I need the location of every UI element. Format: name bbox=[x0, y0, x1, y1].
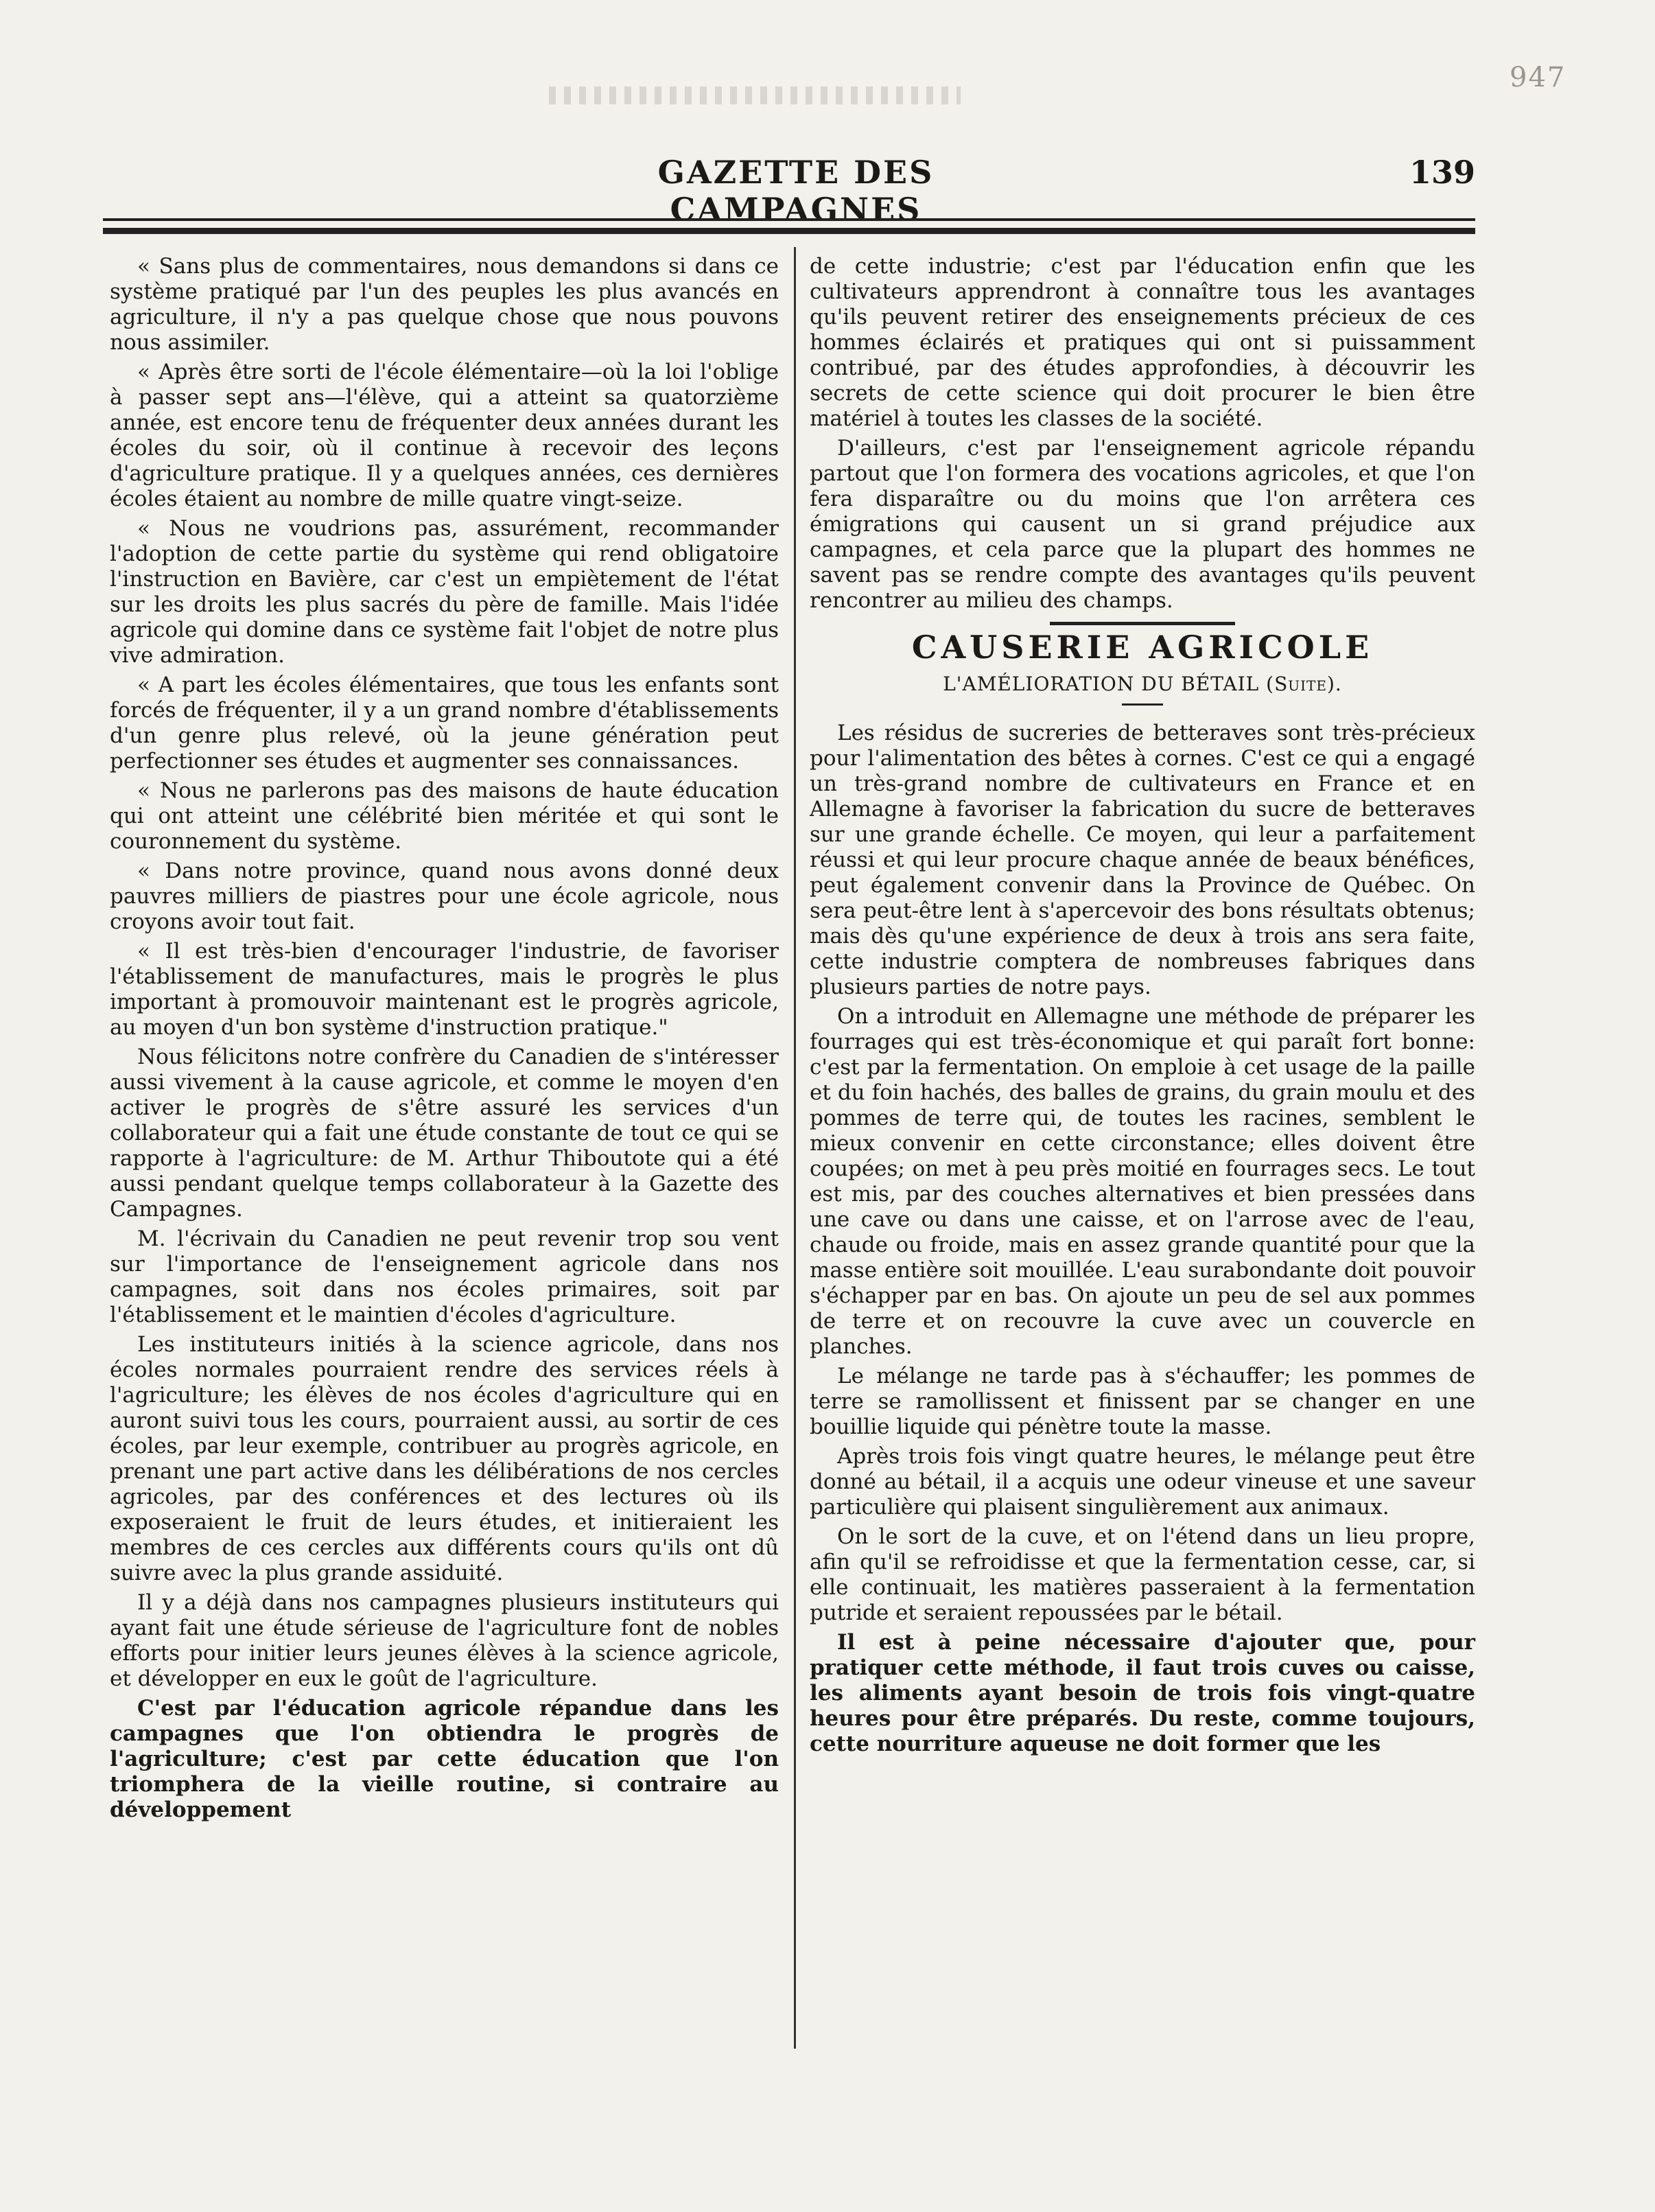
right-column bbox=[810, 254, 1475, 1761]
section-title: CAUSERIE AGRICOLE bbox=[911, 629, 1374, 666]
column-divider bbox=[794, 247, 796, 2049]
right-paragraph-8: Il est à peine nécessaire d'ajouter que, pour pratiquer cette méthode, il faut trois cuves ou caisse, les aliments ayant besoin de trois fois vingt-quatre heures pour être préparés. Du reste, comme toujours, cette nourriture aqueuse ne doit former que les bbox=[810, 1630, 1475, 1756]
left-paragraph-9: M. l'écrivain du Canadien ne peut revenir trop sou vent sur l'importance de l'enseignement agricole dans nos campagnes, soit dans nos écoles primaires, soit par l'établissement et le maintien d'écoles d'agriculture. bbox=[110, 1226, 779, 1327]
left-paragraph-5: « Nous ne parlerons pas des maisons de haute éducation qui ont atteint une célébrité bien méritée et qui sont le couronnement du système. bbox=[110, 778, 779, 854]
section-subtitle: L'AMÉLIORATION DU BÉTAIL (Suite). bbox=[943, 673, 1342, 695]
left-paragraph-1: « Sans plus de commentaires, nous demandons si dans ce système pratiqué par l'un des peuples les plus avancés en agriculture, il n'y a pas quelque chose que nous pouvons nous assimiler. bbox=[110, 254, 779, 355]
page-header bbox=[103, 154, 1475, 228]
right-paragraph-1: de cette industrie; c'est par l'éducation enfin que les cultivateurs apprendront à connaître tous les avantages qu'ils peuvent retirer des enseignements précieux de ces hommes éclairés et pratiques qui ont si puissamment contribué, par des études approfondies, à découvrir les secrets de cette science qui doit procurer le bien être matériel à toutes les classes de la société. bbox=[810, 254, 1475, 431]
left-paragraph-2: « Après être sorti de l'école élémentaire—où la loi l'oblige à passer sept ans—l'élève, qui a atteint sa quatorzième année, est encore tenu de fréquenter deux années durant les écoles du soir, où il continue à recevoir des leçons d'agriculture pratique. Il y a quelques années, ces dernières écoles étaient au nombre de mille quatre vingt-seize. bbox=[110, 360, 779, 511]
left-paragraph-11: Il y a déjà dans nos campagnes plusieurs instituteurs qui ayant fait une étude sérieuse de l'agriculture font de nobles efforts pour initier leurs jeunes élèves à la science agricole, et développer en eux le goût de l'agriculture. bbox=[110, 1590, 779, 1691]
corner-number: 947 bbox=[1510, 62, 1566, 93]
header-rule-thin bbox=[103, 218, 1475, 221]
right-paragraph-5: Le mélange ne tarde pas à s'échauffer; les pommes de terre se ramollissent et finissent par se changer en une bouillie liquide qui pénètre toute la masse. bbox=[810, 1364, 1475, 1439]
page-number: 139 bbox=[1409, 154, 1475, 191]
left-paragraph-7: « Il est très-bien d'encourager l'industrie, de favoriser l'établissement de manufactures, mais le progrès le plus important à promouvoir maintenant est le progrès agricole, au moyen d'un bon système d'instruction pratique." bbox=[110, 939, 779, 1040]
header-rule-thick bbox=[103, 228, 1475, 234]
section-rule bbox=[1050, 622, 1235, 625]
left-paragraph-4: « A part les écoles élémentaires, que tous les enfants sont forcés de fréquenter, il y a un grand nombre d'établissements d'un genre plus relevé, où la jeune génération peut perfectionner ses études et augmenter ses connaissances. bbox=[110, 673, 779, 773]
left-paragraph-10: Les instituteurs initiés à la science agricole, dans nos écoles normales pourraient rendre des services réels à l'agriculture; les élèves de nos écoles d'agriculture qui en auront suivi tous les cours, pourraient aussi, au sortir de ces écoles, par leur exemple, contribuer au progrès agricole, en prenant une part active dans les délibérations de nos cercles agricoles, par des conférences et des lectures où ils exposeraient le fruit de leurs études, et initieraient les membres de ces cercles aux différents cours qu'ils ont dû suivre avec la plus grande assiduité. bbox=[110, 1332, 779, 1585]
left-column bbox=[110, 254, 779, 1827]
right-paragraph-4: On a introduit en Allemagne une méthode de préparer les fourrages qui est très-économique et qui paraît fort bonne: c'est par la fermentation. On emploie à cet usage de la paille et du foin hachés, des balles de grains, du grain moulu et des pommes de terre qui, de toutes les racines, semblent le mieux convenir en cette circonstance; elles doivent être coupées; on met à peu près moitié en fourrages secs. Le tout est mis, par des couches alternatives et bien pressées dans une cave ou dans une caisse, et on l'arrose avec de l'eau, chaude ou froide, mais en assez grande quantité pour que la masse entière soit mouillée. L'eau surabondante doit pouvoir s'échapper par en bas. On ajoute un peu de sel aux pommes de terre et on recouvre la cuve avec un couvercle en planches. bbox=[810, 1004, 1475, 1359]
right-paragraph-2: D'ailleurs, c'est par l'enseignement agricole répandu partout que l'on formera des vocations agricoles, et que l'on fera disparaître ou du moins que l'on arrêtera ces émigrations qui causent un si grand préjudice aux campagnes, et cela parce que la plupart des hommes ne savent pas se rendre compte des avantages qu'ils peuvent rencontrer au milieu des champs. bbox=[810, 436, 1475, 613]
right-paragraph-7: On le sort de la cuve, et on l'étend dans un lieu propre, afin qu'il se refroidisse et que la fermentation cesse, car, si elle continuait, les matières passeraient à la fermentation putride et seraient repoussées par le bétail. bbox=[810, 1524, 1475, 1625]
right-paragraph-6: Après trois fois vingt quatre heures, le mélange peut être donné au bétail, il a acquis une odeur vineuse et une saveur particulière qui plaisent singulièrement aux animaux. bbox=[810, 1444, 1475, 1520]
right-paragraph-3: Les résidus de sucreries de betteraves sont très-précieux pour l'alimentation des bêtes à cornes. C'est ce qui a engagé un très-grand nombre de cultivateurs en France et en Allemagne à favoriser la fabrication du sucre de betteraves sur une grande échelle. Ce moyen, qui leur a parfaitement réussi et qui leur procure chaque année de beaux bénéfices, peut également convenir dans la Province de Québec. On sera peut-être lent à s'apercevoir des bons résultats obtenus; mais dès qu'une expérience de deux à trois ans sera faite, cette industrie comptera de nombreuses fabriques dans plusieurs parties de notre pays. bbox=[810, 721, 1475, 999]
newspaper-title: GAZETTE DES CAMPAGNES bbox=[657, 154, 935, 228]
subtitle-rule bbox=[1122, 703, 1163, 706]
left-paragraph-8: Nous félicitons notre confrère du Canadien de s'intéresser aussi vivement à la cause agricole, et comme le moyen d'en activer le progrès de s'être assuré les services d'un collaborateur qui a fait une étude constante de tout ce qui se rapporte à l'agriculture: de M. Arthur Thiboutote qui a été aussi pendant quelque temps collaborateur à la Gazette des Campagnes. bbox=[110, 1045, 779, 1222]
left-paragraph-12: C'est par l'éducation agricole répandue dans les campagnes que l'on obtiendra le progrès de l'agriculture; c'est par cette éducation que l'on triomphera de la vieille routine, si contraire au développement bbox=[110, 1696, 779, 1822]
faded-header-smudge bbox=[549, 86, 961, 104]
left-paragraph-6: « Dans notre province, quand nous avons donné deux pauvres milliers de piastres pour une école agricole, nous croyons avoir tout fait. bbox=[110, 859, 779, 934]
left-paragraph-3: « Nous ne voudrions pas, assurément, recommander l'adoption de cette partie du système qui rend obligatoire l'instruction en Bavière, car c'est un empiètement de l'état sur les droits les plus sacrés du père de famille. Mais l'idée agricole qui domine dans ce système fait l'objet de notre plus vive admiration. bbox=[110, 516, 779, 668]
